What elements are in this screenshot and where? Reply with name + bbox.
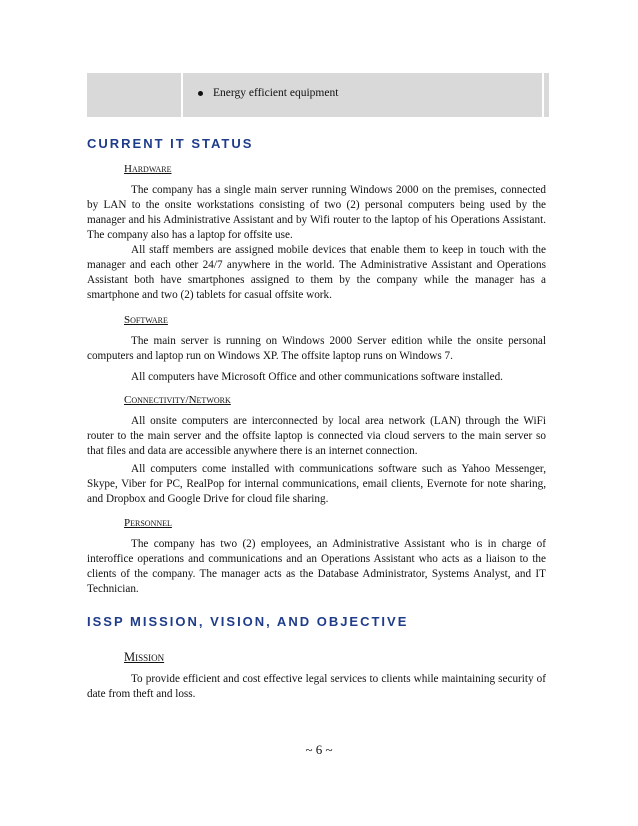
table-column-divider	[181, 73, 183, 117]
subheading-mission: Mission	[124, 650, 165, 664]
paragraph: All computers come installed with communications software such as Yahoo Messenger, Skype, Viber for PC, RealPop for internal communications, email clients, Evernote for note sharing, and Dropbox and Google Drive for cloud file sharing.	[87, 463, 546, 505]
paragraph: The company has a single main server running Windows 2000 on the premises, connected by LAN to the onsite workstations consisting of two (2) personal computers being used by the manager and his Administrative Assistant and by Wifi router to the laptop of his Operations Assistant. The company also has a laptop for offsite use.	[87, 184, 546, 241]
section-title-current-it-status: CURRENT IT STATUS	[87, 136, 254, 151]
subheading-hardware: Hardware	[124, 163, 172, 175]
bullet-list-item	[198, 87, 338, 99]
subheading-personnel: Personnel	[124, 517, 172, 529]
bullet-icon	[198, 91, 203, 96]
bullet-text: Energy efficient equipment	[213, 87, 339, 99]
table-column-divider	[542, 73, 544, 117]
subheading-software: Software	[124, 314, 168, 326]
paragraph: The company has two (2) employees, an Administrative Assistant who is in charge of interoffice operations and communications and an Operations Assistant who acts as a liaison to the clients of the company. The manager acts as the Database Administrator, Systems Analyst, and IT Technician.	[87, 538, 546, 595]
section-title-issp: ISSP MISSION, VISION, AND OBJECTIVE	[87, 614, 409, 629]
paragraph: All staff members are assigned mobile devices that enable them to keep in touch with the manager and each other 24/7 anywhere in the world. The Administrative Assistant and Operations Assistant both have smartphones assigned to them by the company while the manager has a smartphone and two (2) tablets for casual offsite work.	[87, 244, 546, 301]
paragraph: To provide efficient and cost effective legal services to clients while maintaining security of date from theft and loss.	[87, 673, 546, 700]
paragraph: All onsite computers are interconnected by local area network (LAN) through the WiFi router to the main server and the offsite laptop is connected via cloud servers to the main server so that files and data are accessible anywhere there is an internet connection.	[87, 415, 546, 457]
paragraph: The main server is running on Windows 2000 Server edition while the onsite personal computers and laptop run on Windows XP. The offsite laptop runs on Windows 7.	[87, 335, 546, 362]
page-number: ~ 6 ~	[305, 742, 333, 757]
subheading-connectivity-network: Connectivity/Network	[124, 394, 231, 406]
paragraph: All computers have Microsoft Office and other communications software installed.	[131, 371, 503, 383]
